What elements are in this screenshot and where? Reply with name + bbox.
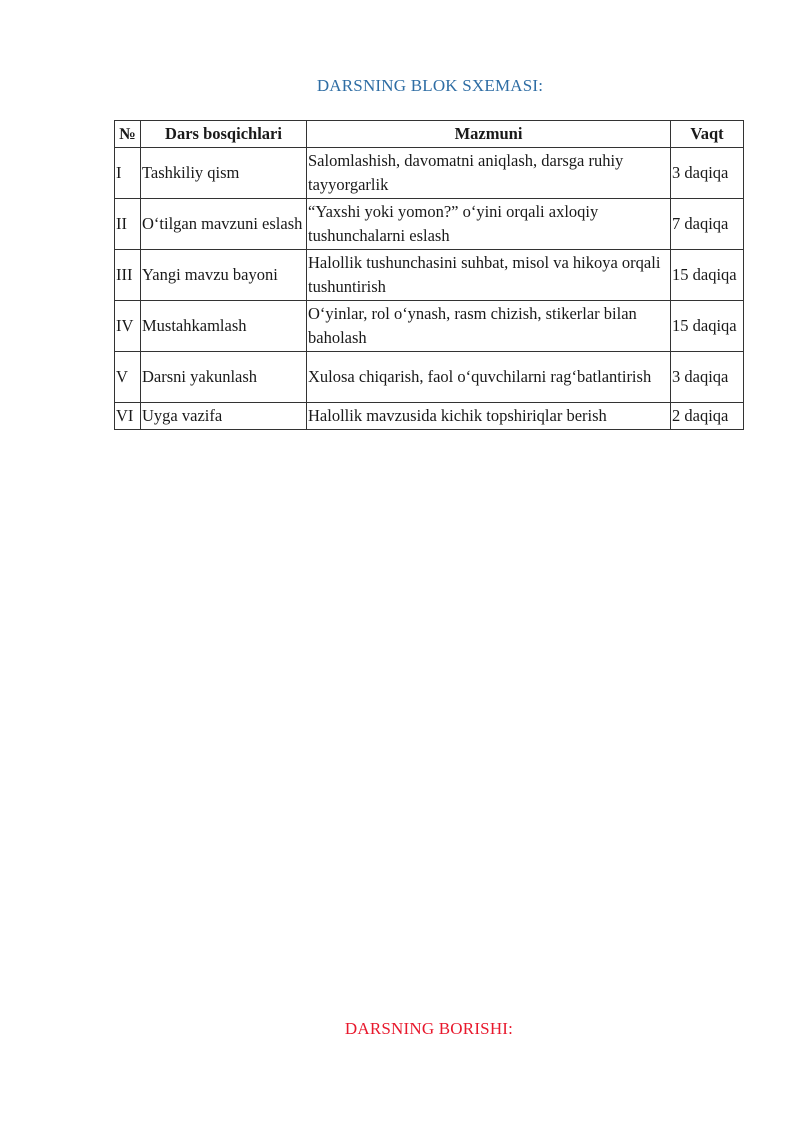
table-row [115,403,744,430]
table-row [115,352,744,403]
header-stage: Dars bosqichlari [141,121,307,148]
row-time: 7 daqiqa [671,199,744,250]
row-time: 15 daqiqa [671,250,744,301]
table-row [115,250,744,301]
row-content: Halollik mavzusida kichik topshiriqlar berish [307,403,671,430]
row-stage: Mustahkamlash [141,301,307,352]
row-num: I [115,148,141,199]
row-content: Salomlashish, davomatni aniqlash, darsga ruhiy tayyorgarlik [307,148,671,199]
row-stage: Darsni yakunlash [141,352,307,403]
row-content: O‘yinlar, rol o‘ynash, rasm chizish, stikerlar bilan baholash [307,301,671,352]
row-stage: O‘tilgan mavzuni eslash [141,199,307,250]
row-content: Halollik tushunchasini suhbat, misol va hikoya orqali tushuntirish [307,250,671,301]
lesson-block-table [114,120,744,430]
row-time: 2 daqiqa [671,403,744,430]
row-num: VI [115,403,141,430]
row-content: “Yaxshi yoki yomon?” o‘yini orqali axloqiy tushunchalarni eslash [307,199,671,250]
header-time: Vaqt [671,121,744,148]
header-content: Mazmuni [307,121,671,148]
table-row [115,199,744,250]
header-num: № [115,121,141,148]
row-stage: Yangi mavzu bayoni [141,250,307,301]
row-num: IV [115,301,141,352]
table-row [115,301,744,352]
row-stage: Uyga vazifa [141,403,307,430]
row-num: III [115,250,141,301]
row-num: V [115,352,141,403]
section-title: DARSNING BORISHI: [344,1019,514,1038]
row-time: 3 daqiqa [671,148,744,199]
page-title: DARSNING BLOK SXEMASI: [316,76,544,95]
table-row [115,148,744,199]
row-stage: Tashkiliy qism [141,148,307,199]
row-num: II [115,199,141,250]
row-time: 3 daqiqa [671,352,744,403]
table-header-row [115,121,744,148]
row-content: Xulosa chiqarish, faol o‘quvchilarni rag‘batlantirish [307,352,671,403]
row-time: 15 daqiqa [671,301,744,352]
